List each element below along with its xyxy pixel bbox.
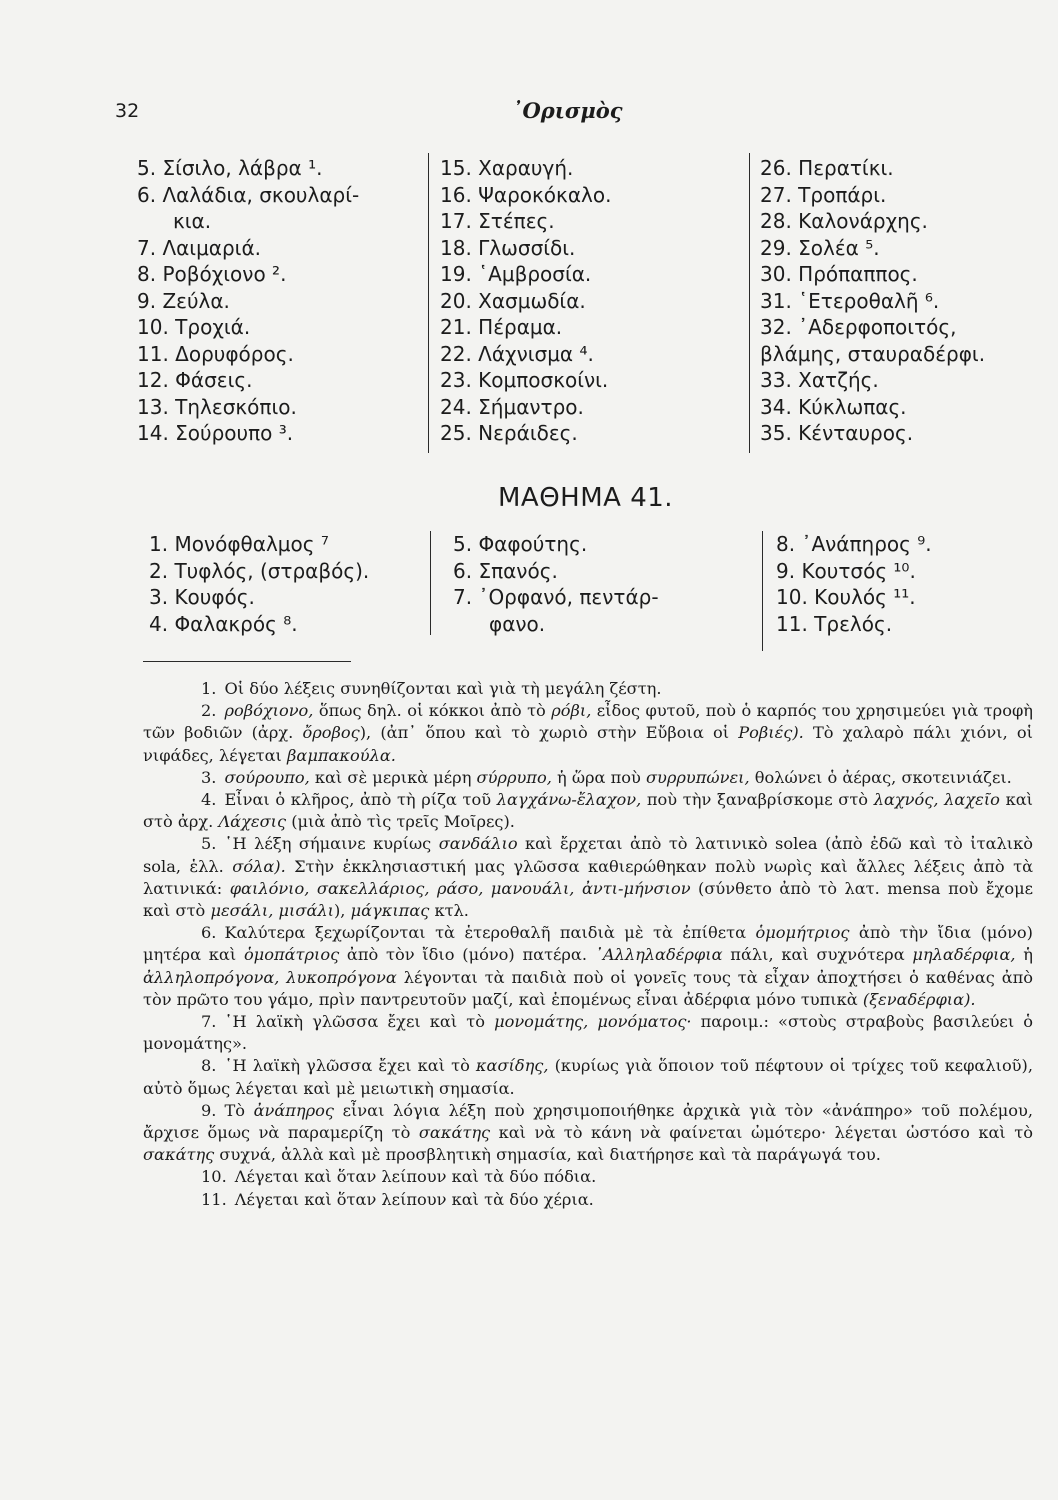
vocab-item: 22. Λάχνισμα ⁴. (440, 341, 594, 366)
footnote-number: 3. (201, 767, 217, 787)
footnote-text: ἡ (1015, 945, 1033, 965)
vocab-item: 29. Σολέα ⁵. (760, 235, 880, 260)
footnotes (143, 678, 1033, 1211)
footnote-rule (143, 661, 351, 662)
footnote-italic-text: σύρρυπο, (476, 767, 552, 787)
footnote (143, 1100, 1033, 1167)
footnote-italic-text: ροβόχιονο, (224, 701, 314, 721)
footnote-italic-text: κασίδης, (475, 1056, 549, 1076)
vocab-item: 16. Ψαροκόκαλο. (440, 182, 612, 207)
lesson-item: 11. Τρελός. (776, 611, 893, 636)
vocab-item: 5. Σίσιλο, λάβρα ¹. (137, 156, 323, 180)
footnote-text: (κυρίως γιὰ ὅποιον τοῦ πέφτουν οἱ τρίχες τοῦ κεφαλιοῦ), αὐτὸ ὅμως λέγεται καὶ μὲ μειωτικὴ σημασία. (143, 1056, 1033, 1098)
footnote-number: 1. (201, 679, 217, 698)
lesson-item: 8. ᾿Ανάπηρος ⁹. (776, 532, 932, 556)
footnote-text: καὶ στὸ ἀρχ. (143, 790, 1033, 832)
footnote-text: ), (333, 901, 351, 921)
vocab-item: 13. Τηλεσκόπιο. (137, 394, 297, 419)
footnote-italic-text: ἀνάπηρος (253, 1100, 334, 1120)
footnote-italic-text: συρρυπώνει, (646, 767, 750, 787)
footnote-text: καὶ σὲ μερικὰ μέρη (309, 767, 477, 787)
vocab-item-continuation: κια. (173, 209, 212, 233)
vocab-column-2 (440, 155, 611, 447)
footnote-text: ῾Η λαϊκὴ γλῶσσα ἔχει καὶ τὸ (224, 1056, 476, 1076)
footnote-text: Εἶναι ὁ κλῆρος, ἀπὸ τὴ ρίζα τοῦ (224, 790, 497, 810)
footnote-number: 4. (201, 790, 217, 810)
lesson-column-1 (149, 531, 369, 637)
vocab-item: 14. Σούρουπο ³. (137, 421, 294, 445)
footnote-italic-text: φαιλόνιο, σακελλάριος, ράσο, μανουάλι, ἀντι-μήνσιον (229, 878, 691, 898)
footnote-number: 7. (201, 1012, 217, 1032)
footnote-italic-text: σόλα). (232, 856, 286, 876)
column-divider (430, 531, 431, 635)
footnote-number: 2. (201, 701, 217, 721)
vocab-item: 25. Νεράιδες. (440, 421, 578, 445)
lesson-item: 2. Τυφλός, (στραβός). (149, 558, 370, 583)
lesson-item: 6. Σπανός. (453, 558, 558, 583)
footnote-italic-text: μονομάτης, μονόματος· (494, 1012, 692, 1032)
footnote-text: Λέγεται καὶ ὅταν λείπουν καὶ τὰ δύο χέρια. (234, 1189, 594, 1209)
footnote-text: ἀπὸ τὸν ἴδιο (μόνο) πατέρα. (339, 945, 595, 965)
footnote-text: Καλύτερα ξεχωρίζονται τὰ ἑτεροθαλῆ παιδιὰ μὲ τὰ ἐπίθετα (224, 923, 756, 943)
footnote-italic-text: βαμπακούλα. (287, 745, 396, 765)
footnote-text: ), (ἀπ᾿ ὅπου καὶ τὸ χωριὸ στὴν Εὔβοια οἱ (359, 723, 739, 743)
lesson-item: 9. Κουτσός ¹⁰. (776, 558, 916, 583)
footnote (143, 767, 1033, 789)
page-number: 32 (115, 100, 140, 122)
vocab-item: 27. Τροπάρι. (760, 182, 887, 207)
vocab-item: 7. Λαιμαριά. (137, 235, 261, 260)
footnote-italic-text: μηλαδέρφια, (912, 945, 1016, 965)
vocab-item: 9. Ζεύλα. (137, 288, 230, 313)
column-divider (749, 153, 750, 453)
footnote-text: εἶδος φυτοῦ, ποὺ ὁ καρπός του χρησιμεύει γιὰ τροφὴ τῶν βοδιῶν (ἀρχ. (143, 701, 1033, 743)
footnote-italic-text: ρόβι, (551, 701, 592, 721)
vocab-item: 31. ῾Ετεροθαλῆ ⁶. (760, 288, 940, 313)
vocab-column-1 (137, 155, 359, 447)
footnote-text: συχνά, ἀλλὰ καὶ μὲ προσβλητικὴ σημασία, καὶ διατήρησε καὶ τὰ παράγωγά του. (214, 1145, 881, 1165)
lesson-column-3 (776, 531, 932, 637)
footnote-text: θολώνει ὁ ἀέρας, σκοτεινιάζει. (749, 767, 1012, 787)
footnote-italic-text: ὁμομήτριος (755, 923, 850, 943)
vocab-item: 21. Πέραμα. (440, 315, 563, 339)
footnote-text: Τὸ χαλαρὸ πάλι χιόνι, οἱ νιφάδες, λέγεται (143, 723, 1034, 765)
vocab-item: 10. Τροχιά. (137, 315, 251, 339)
running-header: ᾿Ορισμὸς (512, 98, 623, 123)
vocab-item: 35. Κένταυρος. (760, 421, 914, 445)
footnote (143, 789, 1033, 833)
lesson-item-continuation: φανο. (489, 611, 546, 636)
lesson-column-2 (453, 531, 659, 637)
footnote-italic-text: λαγχάνω-ἔλαχον, (496, 790, 642, 810)
footnote-italic-text: (ξεναδέρφια). (862, 989, 976, 1009)
footnote-number: 8. (201, 1056, 217, 1076)
column-divider (428, 153, 429, 453)
footnote (143, 1011, 1033, 1055)
footnote-text: Στὴν ἐκκλησιαστική μας γλῶσσα καθιερώθηκαν πολὺ νωρὶς καὶ ἄλλες λέξεις ἀπὸ τὰ λατινικά: (143, 856, 1033, 898)
footnote-italic-text: Λάχεσις (218, 812, 287, 832)
footnote-number: 5. (201, 834, 217, 854)
lesson-item: 3. Κουφός. (149, 585, 255, 609)
footnote-italic-text: ὁμοπάτριος (243, 945, 340, 965)
vocab-item-continuation: βλάμης, σταυραδέρφι. (760, 341, 986, 366)
footnote-number: 11. (201, 1189, 227, 1209)
footnote-italic-text: σανδάλιο (438, 834, 518, 854)
footnote-italic-text: μεσάλι, μισάλι (210, 901, 334, 921)
footnote-italic-text: ἀλληλοπρόγονα, λυκοπρόγονα (143, 967, 397, 987)
footnote (143, 700, 1033, 767)
footnote-number: 6. (201, 923, 217, 943)
footnote-text: ὅπως δηλ. οἱ κόκκοι ἀπὸ τὸ (313, 701, 552, 721)
footnote (143, 1189, 1033, 1211)
lesson-item: 7. ᾿Ορφανό, πεντάρ- (453, 585, 659, 609)
footnote-text: κτλ. (429, 901, 469, 921)
vocab-item: 34. Κύκλωπας. (760, 394, 907, 419)
footnote-italic-text: λαχνός, λαχεῖο (873, 790, 1000, 810)
footnote-text: Λέγεται καὶ ὅταν λείπουν καὶ τὰ δύο πόδια. (234, 1167, 597, 1187)
vocab-item: 6. Λαλάδια, σκουλαρί- (137, 182, 360, 207)
footnote-text: ἡ ὥρα ποὺ (551, 767, 646, 787)
footnote-italic-text: ὄροβος (302, 723, 360, 743)
vocab-item: 18. Γλωσσίδι. (440, 235, 576, 260)
footnote-italic-text: μάγκιπας (350, 901, 430, 921)
lesson-item: 4. Φαλακρός ⁸. (149, 611, 298, 636)
footnote-italic-text: σούρουπο, (224, 767, 310, 787)
footnote (143, 1166, 1033, 1188)
vocab-item: 12. Φάσεις. (137, 368, 253, 392)
footnote-text: παροιμ.: «στοὺς στραβοὺς βασιλεύει ὁ μονομάτης». (143, 1012, 1034, 1054)
vocab-item: 23. Κομποσκοίνι. (440, 368, 609, 392)
footnote-text: Οἱ δύο λέξεις συνηθίζονται καὶ γιὰ τὴ μεγάλη ζέστη. (224, 679, 662, 698)
column-divider (762, 531, 763, 651)
footnote (143, 1055, 1033, 1099)
vocab-item: 30. Πρόπαππος. (760, 262, 918, 286)
footnote-text: (σύνθετο ἀπὸ τὸ λατ. mensa ποὺ ἔχομε καὶ στὸ (143, 878, 1033, 921)
footnote (143, 922, 1033, 1011)
vocab-item: 11. Δορυφόρος. (137, 341, 294, 366)
footnote-text: εἶναι λόγια λέξη ποὺ χρησιμοποιήθηκε ἀρχικὰ γιὰ τὸν «ἀνάπηρο» τοῦ πολέμου, ἄρχισε ὅμως νὰ παραμερίζη τὸ (143, 1100, 1033, 1143)
footnote-number: 10. (201, 1167, 227, 1187)
vocab-item: 17. Στέπες. (440, 209, 555, 233)
vocab-item: 8. Ροβόχιονο ². (137, 262, 287, 286)
footnote-italic-text: σακάτης (143, 1145, 215, 1165)
footnote-number: 9. (201, 1100, 217, 1120)
vocab-item: 20. Χασμωδία. (440, 288, 586, 313)
footnote-text: ποὺ τὴν ξαναβρίσκομε στὸ (641, 790, 874, 810)
vocab-item: 32. ᾿Αδερφοποιτός, (760, 315, 957, 339)
vocab-item: 33. Χατζής. (760, 368, 879, 392)
vocab-item: 26. Περατίκι. (760, 156, 894, 180)
footnote-text: ῾Η λέξη σήμαινε κυρίως (224, 834, 439, 854)
footnote-italic-text: σακάτης (418, 1123, 491, 1143)
vocab-column-3 (760, 155, 985, 447)
vocab-item: 15. Χαραυγή. (440, 156, 574, 180)
footnote-text: καὶ ἔρχεται ἀπὸ τὸ λατινικὸ solea (ἀπὸ ἐδῶ καὶ τὸ ἰταλικὸ sola, ἑλλ. (143, 834, 1033, 876)
lesson-item: 10. Κουλός ¹¹. (776, 585, 916, 609)
lesson-item: 1. Μονόφθαλμος ⁷ (149, 532, 329, 556)
footnote-text: ῾Η λαϊκὴ γλῶσσα ἔχει καὶ τὸ (224, 1012, 495, 1032)
vocab-item: 19. ῾Αμβροσία. (440, 262, 592, 286)
footnote-text: λέγονται τὰ παιδιὰ ποὺ οἱ γονεῖς τους τὰ εἶχαν ἀποχτήσει ὁ καθένας ἀπὸ τὸν πρῶτο του γάμο, πρὶν παντρευτοῦν μαζί, καὶ ἑπομένως εἶναι ἀδέρφια μόνο τυπικὰ (143, 967, 1034, 1009)
footnote-italic-text: Ροβιές). (738, 723, 804, 743)
footnote-text: πάλι, καὶ συχνότερα (722, 945, 913, 965)
lesson-heading: ΜΑΘΗΜΑ 41. (498, 483, 674, 513)
footnote (143, 678, 1033, 700)
footnote-text: (μιὰ ἀπὸ τὶς τρεῖς Μοῖρες). (286, 812, 515, 832)
vocab-item: 24. Σήμαντρο. (440, 394, 584, 419)
footnote-text: καὶ νὰ τὸ κάνη νὰ φαίνεται ὠμότερο· λέγεται ὡστόσο καὶ τὸ (490, 1123, 1033, 1143)
vocab-item: 28. Καλονάρχης. (760, 209, 928, 233)
footnote-italic-text: ᾿Αλληλαδέρφια (594, 945, 723, 965)
lesson-item: 5. Φαφούτης. (453, 532, 588, 556)
footnote-text: ἀπὸ τὴν ἴδια (μόνο) μητέρα καὶ (143, 923, 1033, 965)
footnote-text: Τὸ (224, 1100, 254, 1120)
footnote (143, 833, 1033, 922)
